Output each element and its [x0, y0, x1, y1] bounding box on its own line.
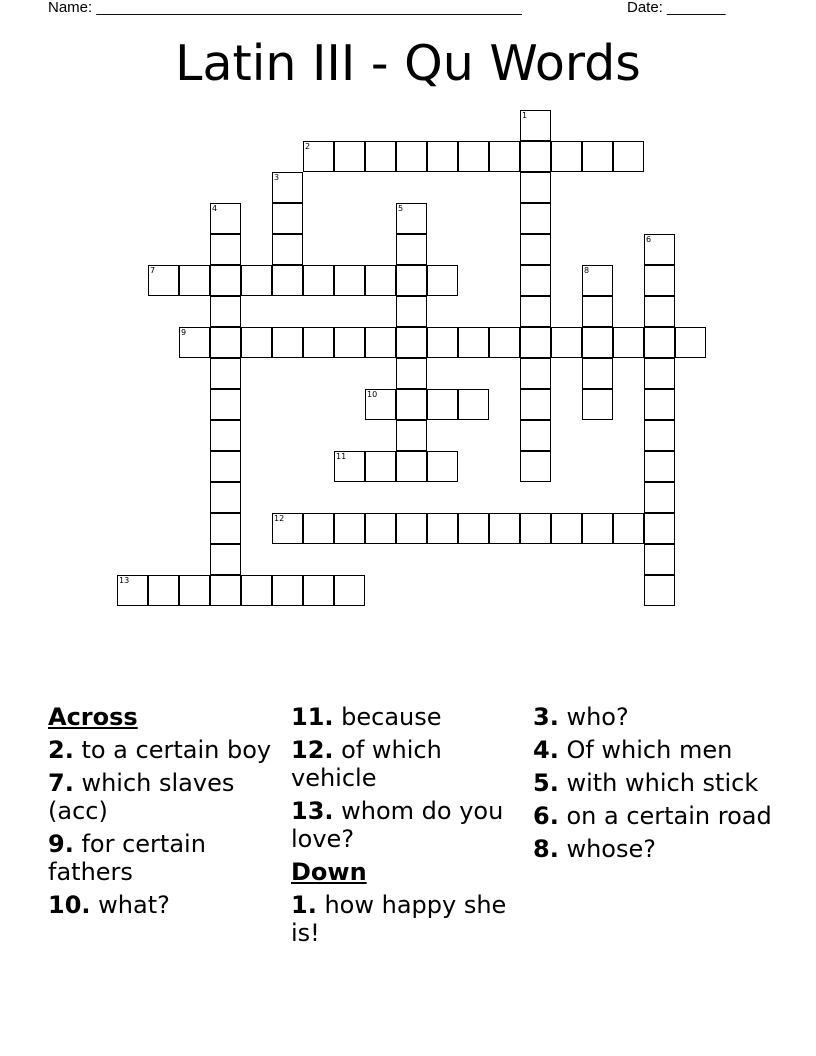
clue-text: Of which men: [558, 736, 733, 764]
grid-cell[interactable]: [210, 327, 241, 358]
grid-cell[interactable]: [210, 513, 241, 544]
grid-cell[interactable]: [644, 451, 675, 482]
clue-text: whom do you love?: [291, 797, 504, 853]
grid-cell[interactable]: [644, 265, 675, 296]
grid-cell[interactable]: [365, 327, 396, 358]
grid-cell[interactable]: [427, 513, 458, 544]
grid-cell[interactable]: [644, 327, 675, 358]
grid-cell[interactable]: [520, 389, 551, 420]
grid-cell[interactable]: [458, 141, 489, 172]
grid-cell[interactable]: [489, 513, 520, 544]
grid-cell[interactable]: [365, 265, 396, 296]
grid-cell[interactable]: [272, 172, 303, 203]
grid-cell[interactable]: [210, 482, 241, 513]
grid-cell[interactable]: [427, 327, 458, 358]
clue-text: whose?: [558, 835, 656, 863]
grid-cell[interactable]: [272, 203, 303, 234]
grid-cell[interactable]: [644, 482, 675, 513]
grid-cell[interactable]: [396, 513, 427, 544]
grid-cell[interactable]: [520, 296, 551, 327]
grid-cell[interactable]: [644, 296, 675, 327]
grid-cell[interactable]: [582, 513, 613, 544]
grid-cell[interactable]: [272, 513, 303, 544]
clue-number-label: 12: [274, 514, 285, 523]
clue-text: because: [333, 703, 442, 731]
grid-cell[interactable]: [427, 265, 458, 296]
grid-cell[interactable]: [179, 265, 210, 296]
clue-item: [48, 736, 288, 764]
grid-cell[interactable]: [644, 389, 675, 420]
grid-cell[interactable]: [303, 265, 334, 296]
clue-text: for certain fathers: [48, 830, 206, 886]
clue-item: [533, 703, 773, 731]
grid-cell[interactable]: [613, 141, 644, 172]
clue-item: [48, 830, 288, 886]
name-line: Name: ___________________________________________________: [48, 0, 522, 16]
clue-number-label: 8: [584, 266, 590, 275]
grid-cell[interactable]: [427, 389, 458, 420]
clue-text: what?: [90, 891, 170, 919]
section-heading: Down: [291, 858, 367, 886]
grid-cell[interactable]: [551, 141, 582, 172]
grid-cell[interactable]: [210, 544, 241, 575]
clue-number-label: 9: [181, 328, 187, 337]
grid-cell[interactable]: [427, 451, 458, 482]
clue-item: [533, 736, 773, 764]
clue-item: [291, 797, 531, 853]
grid-cell[interactable]: [396, 141, 427, 172]
clue-column-2: [291, 703, 531, 952]
grid-cell[interactable]: [582, 265, 613, 296]
clue-number-label: 3: [274, 173, 280, 182]
clue-column-1: [48, 703, 288, 924]
grid-cell[interactable]: [520, 420, 551, 451]
grid-cell[interactable]: [334, 141, 365, 172]
grid-cell[interactable]: [520, 358, 551, 389]
grid-cell[interactable]: [272, 327, 303, 358]
grid-cell[interactable]: [210, 296, 241, 327]
grid-cell[interactable]: [520, 513, 551, 544]
clue-item: [533, 769, 773, 797]
clue-number: 9.: [48, 830, 74, 858]
grid-cell[interactable]: [613, 327, 644, 358]
grid-cell[interactable]: [179, 575, 210, 606]
grid-cell[interactable]: [644, 234, 675, 265]
clue-text: who?: [558, 703, 629, 731]
grid-cell[interactable]: [644, 513, 675, 544]
grid-cell[interactable]: [365, 451, 396, 482]
grid-cell[interactable]: [272, 234, 303, 265]
grid-cell[interactable]: [489, 141, 520, 172]
grid-cell[interactable]: [365, 513, 396, 544]
clue-number: 7.: [48, 769, 74, 797]
page-title: Latin III - Qu Words: [175, 35, 641, 92]
grid-cell[interactable]: [520, 110, 551, 141]
grid-cell[interactable]: [675, 327, 706, 358]
grid-cell[interactable]: [396, 327, 427, 358]
grid-cell[interactable]: [458, 389, 489, 420]
clue-number: 3.: [533, 703, 559, 731]
grid-cell[interactable]: [613, 513, 644, 544]
clue-item: [48, 769, 288, 825]
grid-cell[interactable]: [520, 141, 551, 172]
grid-cell[interactable]: [241, 575, 272, 606]
grid-cell[interactable]: [334, 575, 365, 606]
clue-number: 5.: [533, 769, 559, 797]
grid-cell[interactable]: [210, 265, 241, 296]
grid-cell[interactable]: [582, 327, 613, 358]
grid-cell[interactable]: [334, 265, 365, 296]
clue-number: 8.: [533, 835, 559, 863]
grid-cell[interactable]: [241, 265, 272, 296]
clue-item: [291, 891, 531, 947]
grid-cell[interactable]: [582, 296, 613, 327]
grid-cell[interactable]: [520, 327, 551, 358]
grid-cell[interactable]: [396, 358, 427, 389]
grid-cell[interactable]: [396, 265, 427, 296]
grid-cell[interactable]: [582, 389, 613, 420]
grid-cell[interactable]: [458, 513, 489, 544]
grid-cell[interactable]: [334, 451, 365, 482]
grid-cell[interactable]: [582, 358, 613, 389]
grid-cell[interactable]: [396, 420, 427, 451]
grid-cell[interactable]: [303, 141, 334, 172]
grid-cell[interactable]: [644, 358, 675, 389]
grid-cell[interactable]: [396, 234, 427, 265]
grid-cell[interactable]: [644, 544, 675, 575]
clue-number: 2.: [48, 736, 74, 764]
clue-item: [291, 736, 531, 792]
grid-cell[interactable]: [272, 265, 303, 296]
grid-cell[interactable]: [365, 141, 396, 172]
clue-item: [533, 802, 773, 830]
grid-cell[interactable]: [489, 327, 520, 358]
grid-cell[interactable]: [210, 234, 241, 265]
clue-item: [291, 703, 531, 731]
clue-number: 11.: [291, 703, 334, 731]
grid-cell[interactable]: [644, 420, 675, 451]
grid-cell[interactable]: [427, 141, 458, 172]
clue-text: how happy she is!: [291, 891, 507, 947]
clue-number: 13.: [291, 797, 334, 825]
grid-cell[interactable]: [396, 203, 427, 234]
grid-cell[interactable]: [520, 265, 551, 296]
grid-cell[interactable]: [210, 203, 241, 234]
clue-text: to a certain boy: [73, 736, 272, 764]
clue-number-label: 4: [212, 204, 218, 213]
clue-number: 10.: [48, 891, 91, 919]
grid-cell[interactable]: [241, 327, 272, 358]
grid-cell[interactable]: [334, 327, 365, 358]
grid-cell[interactable]: [334, 513, 365, 544]
grid-cell[interactable]: [210, 358, 241, 389]
grid-cell[interactable]: [520, 203, 551, 234]
grid-cell[interactable]: [582, 141, 613, 172]
clue-number-label: 6: [646, 235, 652, 244]
grid-cell[interactable]: [117, 575, 148, 606]
grid-cell[interactable]: [210, 420, 241, 451]
clue-column-3: [533, 703, 773, 868]
clue-number: 6.: [533, 802, 559, 830]
grid-cell[interactable]: [551, 327, 582, 358]
clue-number-label: 11: [336, 452, 347, 461]
grid-cell[interactable]: [644, 575, 675, 606]
grid-cell[interactable]: [272, 575, 303, 606]
section-heading: Across: [48, 703, 138, 731]
clue-number-label: 5: [398, 204, 404, 213]
grid-cell[interactable]: [210, 389, 241, 420]
clue-number: 12.: [291, 736, 334, 764]
clue-text: of which vehicle: [291, 736, 442, 792]
grid-cell[interactable]: [148, 265, 179, 296]
grid-cell[interactable]: [303, 575, 334, 606]
clue-number-label: 13: [119, 576, 130, 585]
grid-cell[interactable]: [520, 172, 551, 203]
clue-number: 1.: [291, 891, 317, 919]
grid-cell[interactable]: [551, 513, 582, 544]
clue-text: on a certain road: [558, 802, 772, 830]
clue-number: 4.: [533, 736, 559, 764]
grid-cell[interactable]: [179, 327, 210, 358]
grid-cell[interactable]: [520, 451, 551, 482]
grid-cell[interactable]: [210, 575, 241, 606]
clue-number-label: 1: [522, 111, 528, 120]
clue-item: [48, 891, 288, 919]
grid-cell[interactable]: [303, 513, 334, 544]
clue-number-label: 10: [367, 390, 378, 399]
grid-cell[interactable]: [210, 451, 241, 482]
grid-cell[interactable]: [148, 575, 179, 606]
clue-number-label: 7: [150, 266, 156, 275]
date-line: Date: _______: [627, 0, 726, 16]
grid-cell[interactable]: [396, 296, 427, 327]
clue-text: which slaves (acc): [48, 769, 235, 825]
grid-cell[interactable]: [396, 451, 427, 482]
clue-item: [533, 835, 773, 863]
grid-cell[interactable]: [365, 389, 396, 420]
grid-cell[interactable]: [396, 389, 427, 420]
clue-number-label: 2: [305, 142, 311, 151]
grid-cell[interactable]: [520, 234, 551, 265]
clue-text: with which stick: [558, 769, 759, 797]
grid-cell[interactable]: [303, 327, 334, 358]
grid-cell[interactable]: [458, 327, 489, 358]
